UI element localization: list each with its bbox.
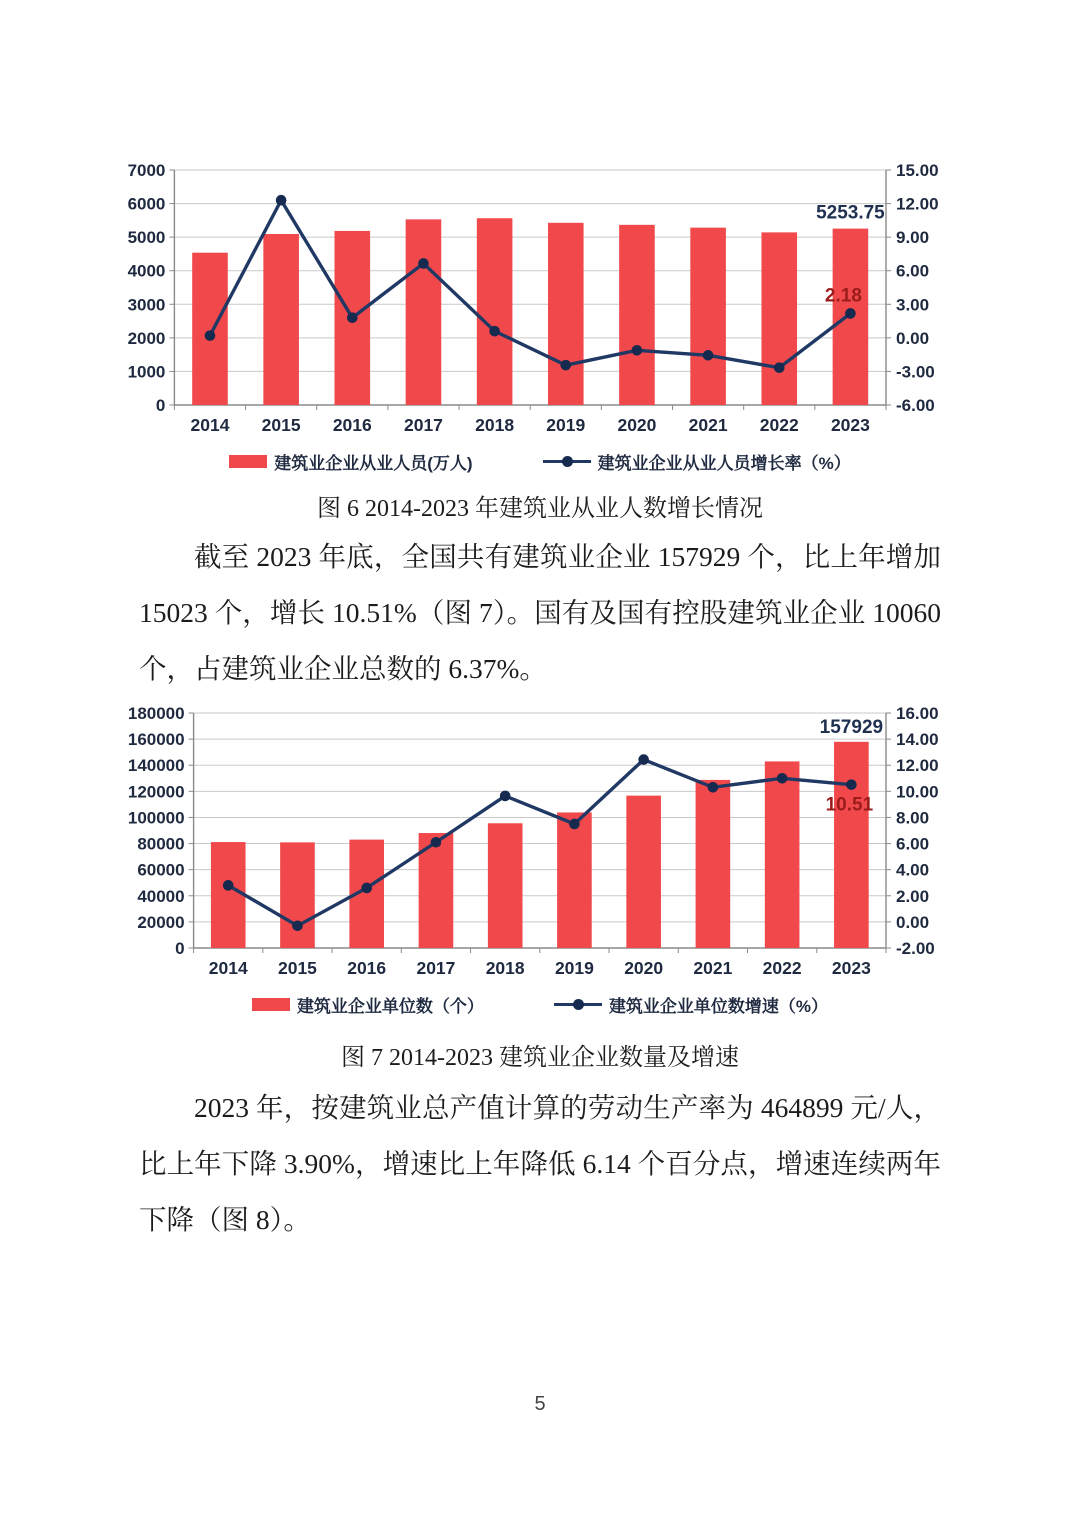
data-label: 157929 — [819, 716, 884, 738]
line-swatch-icon — [543, 455, 591, 468]
data-point — [845, 308, 856, 319]
x-axis-label: 2022 — [759, 415, 799, 435]
data-point — [347, 312, 358, 323]
right-axis-label: -2.00 — [896, 939, 935, 958]
data-label: 5253.75 — [816, 202, 885, 224]
legend-item-bar — [229, 449, 472, 474]
right-axis-label: 12.00 — [896, 756, 939, 776]
data-point — [418, 258, 429, 269]
data-point — [569, 819, 580, 830]
right-axis-label: 3.00 — [896, 295, 930, 315]
x-axis-label: 2017 — [416, 958, 456, 978]
right-axis-label: 15.00 — [896, 161, 939, 180]
data-point — [500, 791, 511, 802]
bar — [548, 223, 584, 405]
left-axis-label: 0 — [175, 939, 185, 958]
x-axis-label: 2019 — [554, 958, 594, 978]
legend-item-line — [554, 992, 828, 1017]
bar — [696, 780, 731, 948]
page-number: 5 — [534, 1393, 546, 1415]
figure7-chart-canvas — [120, 701, 960, 984]
growth-line — [210, 200, 850, 368]
bar — [263, 234, 299, 405]
bar-swatch-icon — [252, 998, 290, 1011]
legend-label-line: 建筑业企业单位数增速（%） — [608, 996, 829, 1016]
x-axis-label: 2015 — [277, 958, 317, 978]
data-point — [708, 782, 719, 793]
right-axis-label: -3.00 — [896, 362, 935, 382]
x-axis-label: 2018 — [485, 958, 525, 978]
data-point — [703, 350, 714, 361]
bar — [765, 761, 800, 948]
figure6-chart-canvas — [120, 158, 960, 441]
right-axis-label: 2.00 — [896, 886, 930, 906]
bar — [192, 253, 228, 405]
left-axis-label: 2000 — [127, 328, 166, 348]
x-axis-label: 2016 — [347, 958, 387, 978]
data-point — [777, 773, 788, 784]
line-swatch-icon — [554, 998, 602, 1011]
paragraph-labor-productivity: 2023 年，按建筑业总产值计算的劳动生产率为 464899 元/人，比上年下降 3.90%，增速比上年降低 6.14 个百分点，增速连续两年下降（图 8）。 — [139, 1092, 941, 1235]
data-point — [638, 754, 649, 765]
x-axis-label: 2014 — [208, 958, 248, 978]
data-point — [774, 362, 785, 373]
x-axis-label: 2016 — [332, 415, 372, 435]
x-axis-label: 2020 — [617, 415, 657, 435]
figure6-chart-block — [120, 0, 960, 476]
left-axis-label: 80000 — [137, 834, 185, 854]
data-point — [846, 779, 857, 790]
bar — [280, 842, 315, 948]
bar — [477, 218, 513, 405]
figure7-legend — [120, 989, 960, 1019]
left-axis-label: 120000 — [127, 782, 185, 802]
bar — [690, 228, 726, 405]
legend-label-bar: 建筑业企业单位数（个） — [296, 996, 484, 1016]
right-axis-label: 16.00 — [896, 704, 939, 723]
right-axis-label: 0.00 — [896, 328, 930, 348]
bar — [488, 823, 523, 948]
right-axis-label: 6.00 — [896, 261, 930, 281]
right-axis-label: 4.00 — [896, 860, 930, 880]
growth-line — [228, 760, 851, 926]
left-axis-label: 100000 — [127, 808, 185, 828]
x-axis-label: 2022 — [762, 958, 802, 978]
left-axis-label: 1000 — [127, 362, 166, 382]
left-axis-label: 60000 — [137, 860, 185, 880]
x-axis-label: 2020 — [624, 958, 664, 978]
left-axis-label: 6000 — [127, 194, 166, 214]
data-point — [292, 921, 303, 932]
x-axis-label: 2017 — [403, 415, 443, 435]
x-axis-label: 2019 — [546, 415, 586, 435]
left-axis-label: 5000 — [127, 228, 166, 248]
left-axis-label: 140000 — [127, 756, 185, 776]
bar-swatch-icon — [229, 455, 267, 468]
x-axis-label: 2015 — [261, 415, 301, 435]
left-axis-label: 180000 — [127, 704, 185, 723]
data-point — [632, 345, 643, 356]
data-label: 2.18 — [824, 285, 862, 307]
data-point — [205, 330, 216, 341]
bar — [211, 842, 246, 948]
left-axis-label: 160000 — [127, 730, 185, 750]
right-axis-label: 6.00 — [896, 834, 930, 854]
figure6-legend — [120, 446, 960, 476]
x-axis-label: 2021 — [688, 415, 728, 435]
legend-item-bar — [252, 992, 484, 1017]
figure6-caption: 图 6 2014-2023 年建筑业从业人数增长情况 — [317, 496, 763, 522]
right-axis-label: 9.00 — [896, 228, 930, 248]
left-axis-label: 40000 — [137, 886, 185, 906]
figure7-caption: 图 7 2014-2023 建筑业企业数量及增速 — [341, 1045, 739, 1071]
legend-label-line: 建筑业企业从业人员增长率（%） — [597, 453, 851, 473]
x-axis-label: 2023 — [831, 958, 871, 978]
bar — [557, 812, 592, 948]
right-axis-label: 10.00 — [896, 782, 939, 802]
right-axis-label: 0.00 — [896, 912, 930, 932]
left-axis-label: 7000 — [127, 161, 166, 180]
data-point — [361, 883, 372, 894]
bar — [761, 232, 797, 405]
x-axis-label: 2014 — [190, 415, 230, 435]
left-axis-label: 4000 — [127, 261, 166, 281]
right-axis-label: 14.00 — [896, 730, 939, 750]
bar — [619, 225, 655, 405]
data-point — [431, 837, 442, 848]
x-axis-label: 2018 — [475, 415, 515, 435]
paragraph-enterprise-count: 截至 2023 年底，全国共有建筑业企业 157929 个，比上年增加 15023 个，增长 10.51%（图 7）。国有及国有控股建筑业企业 10060 个，占建筑业企业总数的 6.37%。 — [139, 541, 941, 684]
data-label: 10.51 — [825, 794, 874, 816]
x-axis-label: 2023 — [830, 415, 870, 435]
right-axis-label: -6.00 — [896, 396, 935, 415]
data-point — [489, 326, 500, 337]
bar — [626, 796, 661, 948]
left-axis-label: 3000 — [127, 295, 166, 315]
legend-item-line — [543, 449, 851, 474]
legend-label-bar: 建筑业企业从业人员(万人) — [274, 453, 473, 473]
figure7-chart-block — [120, 701, 960, 1019]
data-point — [223, 880, 234, 891]
x-axis-label: 2021 — [693, 958, 733, 978]
data-point — [560, 360, 571, 371]
bar — [834, 742, 869, 948]
bar — [406, 219, 442, 405]
data-point — [276, 195, 287, 206]
right-axis-label: 12.00 — [896, 194, 939, 214]
left-axis-label: 0 — [155, 396, 166, 415]
left-axis-label: 20000 — [137, 912, 185, 932]
right-axis-label: 8.00 — [896, 808, 930, 828]
